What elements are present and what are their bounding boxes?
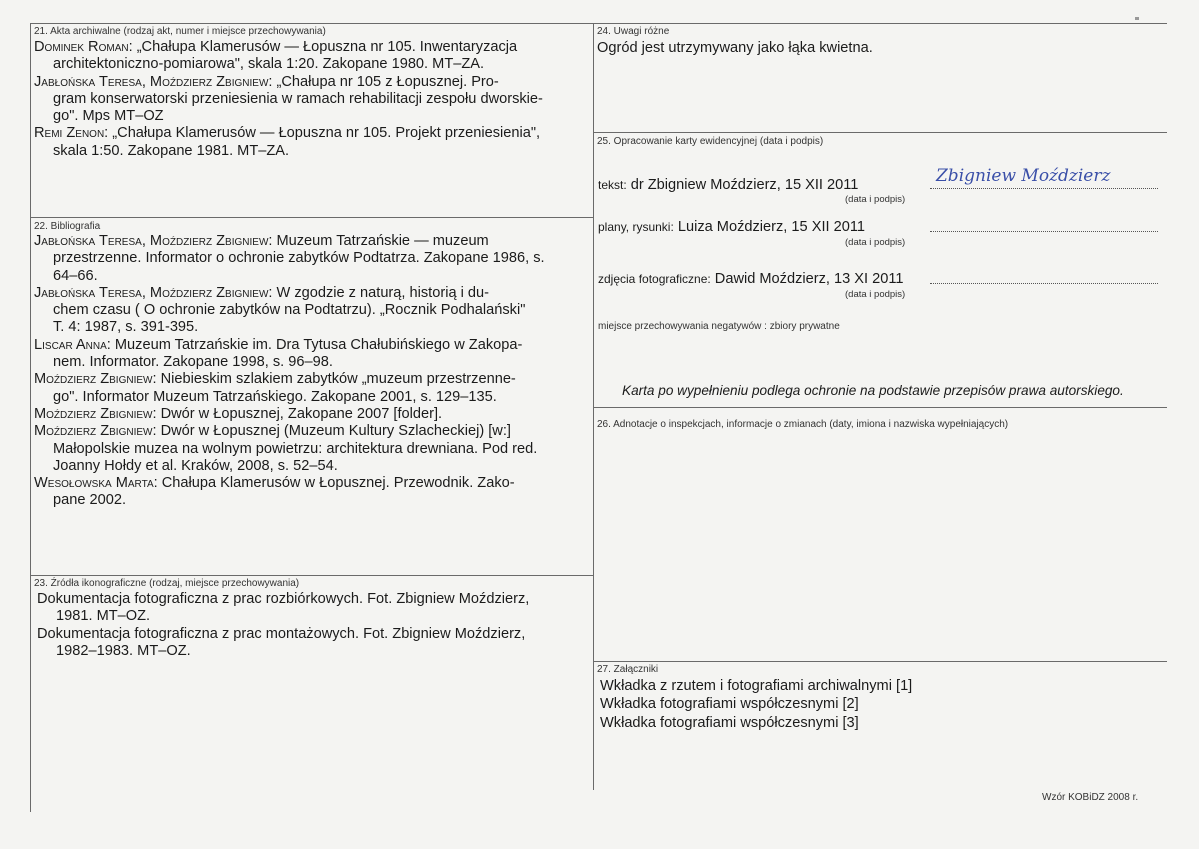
entry — [34, 39, 589, 74]
entry-title-line: Muzeum Tatrzańskie — muzeum — [272, 233, 489, 249]
section-21-entries — [34, 39, 589, 160]
signature-line-1 — [930, 188, 1158, 189]
author-text-row — [598, 177, 858, 193]
attachment-2: Wkładka fotografiami współczesnymi [2] — [600, 696, 859, 712]
photos-value: Dawid Moździerz, 13 XI 2011 — [710, 271, 904, 287]
section-25-label: 25. Opracowanie karty ewidencyjnej (data i podpis) — [597, 136, 824, 147]
entry-title-line: Chałupa Klamerusów w Łopusznej. Przewodnik. Zako- — [157, 475, 515, 492]
section-27-label: 27. Załączniki — [597, 664, 659, 675]
entry-continuation: go". Informator Muzeum Tatrzańskiego. Zakopane 2001, s. 129–135. — [53, 388, 497, 405]
entry-continuation: gram konserwatorski przeniesienia w ramach rehabilitacji zespołu dworskie- — [53, 90, 543, 107]
top-rule — [30, 23, 1167, 24]
entry-continuation: nem. Informator. Zakopane 1998, s. 96–98. — [53, 354, 333, 371]
section-22-label: 22. Bibliografia — [34, 221, 101, 232]
entry-continuation: architektoniczno-pomiarowa", skala 1:20. Zakopane 1980. MT–ZA. — [53, 56, 485, 73]
rule-26-27 — [593, 661, 1167, 662]
entry — [37, 626, 592, 661]
plans-value: Luiza Moździerz, 15 XII 2011 — [673, 219, 865, 235]
text-sublabel: (data i podpis) — [845, 194, 906, 205]
entry — [34, 285, 589, 337]
entry-continuation: 1981. MT–OZ. — [56, 608, 151, 625]
section-21-label: 21. Akta archiwalne (rodzaj akt, numer i miejsce przechowywania) — [34, 26, 326, 37]
entry-author: Dominek Roman: — [34, 39, 133, 55]
entry-continuation: pane 2002. — [53, 492, 127, 509]
text-prefix: tekst: — [598, 178, 627, 192]
negatives-location: miejsce przechowywania negatywów : zbiory prywatne — [598, 321, 840, 332]
photos-prefix: zdjęcia fotograficzne: — [598, 272, 711, 286]
section-23-label: 23. Źródła ikonograficzne (rodzaj, miejsce przechowywania) — [34, 578, 300, 589]
entry — [34, 423, 589, 475]
rule-21-22 — [30, 217, 593, 218]
photos-row — [598, 271, 904, 287]
section-23-entries — [37, 591, 592, 660]
section-26-label: 26. Adnotacje o inspekcjach, informacje o zmianach (daty, imiona i nazwiska wypełniających) — [597, 419, 1009, 430]
entry-title-line: W zgodzie z naturą, historią i du- — [272, 284, 490, 301]
entry — [34, 125, 589, 160]
entry-author: Jabłońska Teresa, Moździerz Zbigniew: — [34, 284, 273, 301]
entry-author: Liscar Anna: — [34, 336, 111, 353]
entry-continuation: Małopolskie muzea na wolnym powietrzu: architektura drewniana. Pod red. — [53, 440, 538, 457]
entry-continuation: T. 4: 1987, s. 391-395. — [53, 319, 199, 336]
entry — [37, 591, 592, 626]
entry-author: Remi Zenon: — [34, 125, 109, 142]
plans-prefix: plany, rysunki: — [598, 220, 674, 234]
section-24-text: Ogród jest utrzymywany jako łąka kwietna. — [597, 40, 873, 56]
entry-title-line: Dwór w Łopusznej, Zakopane 2007 [folder]. — [156, 405, 443, 422]
entry-author: Moździerz Zbigniew: — [34, 405, 157, 422]
entry-continuation: 64–66. — [53, 267, 98, 284]
entry-title-line: Dokumentacja fotograficzna z prac montażowych. Fot. Zbigniew Moździerz, — [37, 625, 526, 642]
handwritten-signature: Zbigniew Moździerz — [936, 166, 1111, 186]
rule-22-23 — [30, 575, 593, 576]
entry — [34, 475, 589, 510]
entry-continuation: Joanny Hołdy et al. Kraków, 2008, s. 52–54. — [53, 457, 338, 474]
attachment-1: Wkładka z rzutem i fotografiami archiwalnymi [1] — [600, 678, 913, 694]
photos-sublabel: (data i podpis) — [845, 289, 906, 300]
plans-sublabel: (data i podpis) — [845, 237, 906, 248]
entry-title-line: „Chałupa nr 105 z Łopusznej. Pro- — [272, 73, 499, 90]
plans-row — [598, 219, 865, 235]
entry-title-line: „Chałupa Klamerusów — Łopuszna nr 105. Projekt przeniesienia", — [108, 125, 541, 142]
entry-continuation: 1982–1983. MT–OZ. — [56, 642, 191, 659]
left-rule — [30, 23, 31, 812]
entry-title-line: Niebieskim szlakiem zabytków „muzeum przestrzenne- — [156, 371, 516, 388]
entry-author: Jabłońska Teresa, Moździerz Zbigniew: — [34, 233, 273, 249]
signature-line-3 — [930, 283, 1158, 284]
entry-title-line: „Chałupa Klamerusów — Łopuszna nr 105. Inwentaryzacja — [132, 39, 518, 55]
text-value: dr Zbigniew Moździerz, 15 XII 2011 — [626, 177, 859, 193]
rule-24-25 — [593, 132, 1167, 133]
entry-author: Jabłońska Teresa, Moździerz Zbigniew: — [34, 73, 273, 90]
form-template-note: Wzór KOBiDZ 2008 r. — [1042, 792, 1139, 803]
entry-author: Wesołowska Marta: — [34, 475, 158, 492]
attachment-3: Wkładka fotografiami współczesnymi [3] — [600, 715, 859, 731]
scan-speck — [1135, 17, 1139, 20]
entry-title-line: Muzeum Tatrzańskie im. Dra Tytusa Chałubińskiego w Zakopa- — [110, 336, 523, 353]
entry-continuation: skala 1:50. Zakopane 1981. MT–ZA. — [53, 142, 290, 159]
entry — [34, 406, 589, 423]
entry-title-line: Dwór w Łopusznej (Muzeum Kultury Szlacheckiej) [w:] — [156, 423, 511, 440]
copyright-notice: Karta po wypełnieniu podlega ochronie na podstawie przepisów prawa autorskiego. — [622, 383, 1124, 398]
rule-25-26 — [593, 407, 1167, 408]
entry-title-line: Dokumentacja fotograficzna z prac rozbiórkowych. Fot. Zbigniew Moździerz, — [37, 591, 530, 607]
section-22-entries — [34, 233, 589, 510]
entry-author: Moździerz Zbigniew: — [34, 423, 157, 440]
entry-author: Moździerz Zbigniew: — [34, 371, 157, 388]
section-24-label: 24. Uwagi różne — [597, 26, 670, 37]
entry — [34, 74, 589, 126]
entry-continuation: go". Mps MT–OZ — [53, 108, 164, 125]
entry-continuation: chem czasu ( O ochronie zabytków na Podtatrzu). „Rocznik Podhalański" — [53, 302, 526, 319]
entry — [34, 337, 589, 372]
entry — [34, 233, 589, 285]
signature-line-2 — [930, 231, 1158, 232]
entry — [34, 371, 589, 406]
entry-continuation: przestrzenne. Informator o ochronie zabytków Podtatrza. Zakopane 1986, s. — [53, 250, 545, 267]
